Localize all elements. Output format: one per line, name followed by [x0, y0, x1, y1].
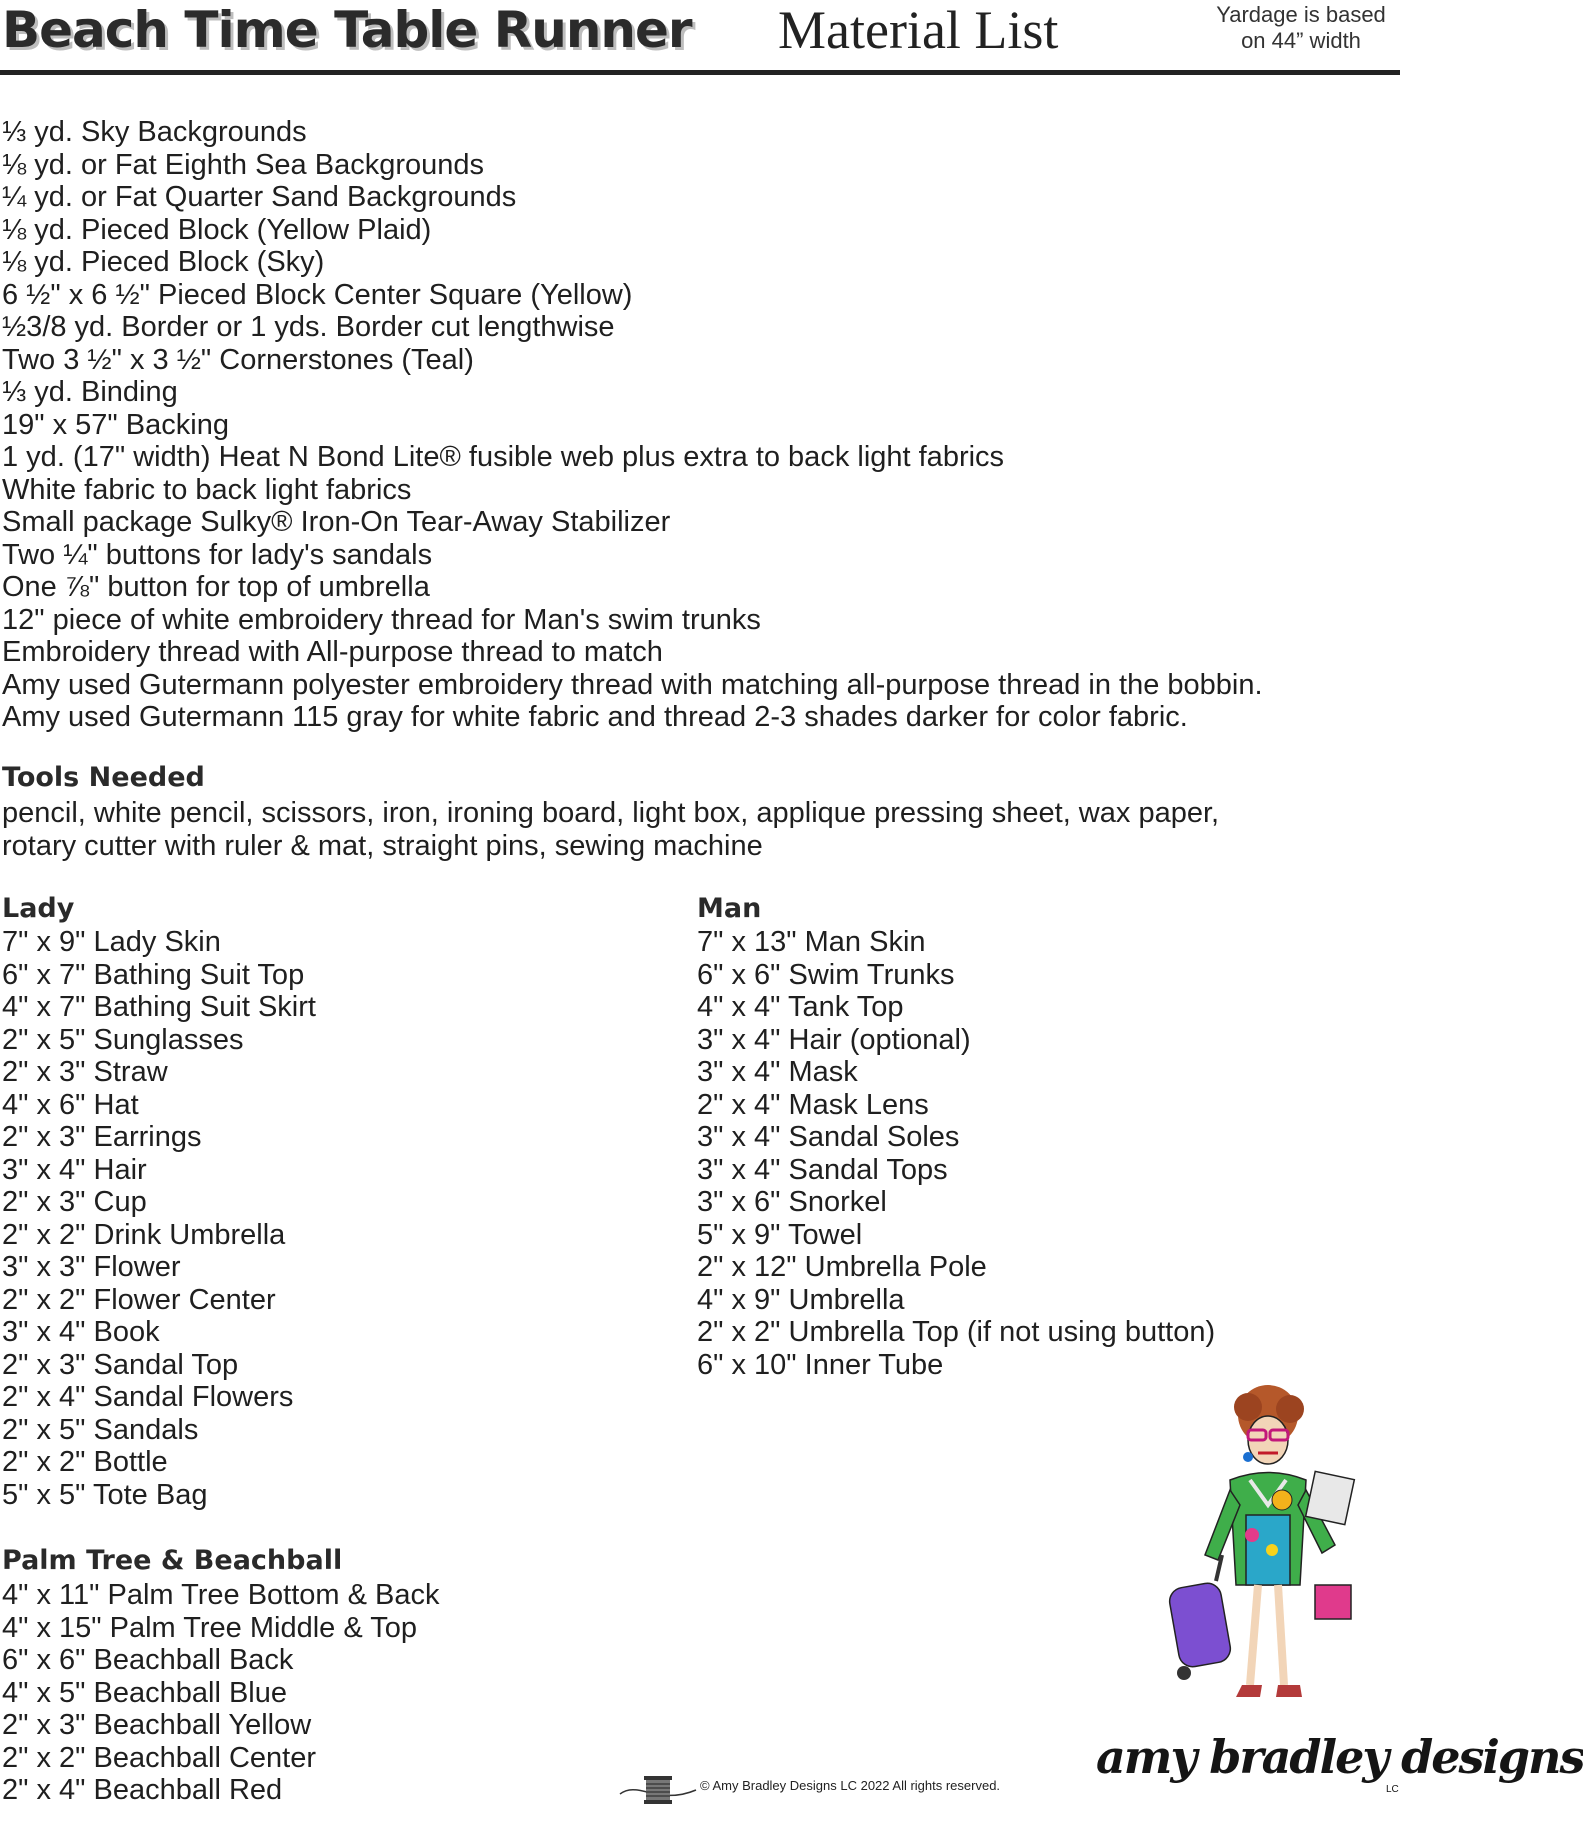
brand-logo — [1090, 1730, 1583, 1810]
man-heading: Man — [697, 893, 762, 924]
material-item: ¼ yd. or Fat Quarter Sand Backgrounds — [2, 181, 517, 213]
material-item: One ⅞" button for top of umbrella — [2, 571, 430, 603]
lady-item: 3" x 3" Flower — [2, 1251, 181, 1283]
material-item: ⅓ yd. Binding — [2, 376, 178, 408]
copyright-text: © Amy Bradley Designs LC 2022 All rights reserved. — [700, 1778, 1001, 1793]
palm-item: 2" x 2" Beachball Center — [2, 1741, 316, 1774]
palm-item: 2" x 4" Beachball Red — [2, 1774, 283, 1806]
lady-item: 2" x 3" Earrings — [2, 1121, 202, 1153]
material-item: ⅛ yd. Pieced Block (Sky) — [2, 246, 325, 278]
man-item: 4" x 9" Umbrella — [697, 1283, 905, 1316]
thread-spool-icon — [618, 1770, 698, 1810]
man-item: 6" x 10" Inner Tube — [697, 1348, 944, 1381]
lady-item: 5" x 5" Tote Bag — [2, 1478, 208, 1511]
man-item: 5" x 9" Towel — [697, 1218, 863, 1251]
man-item: 3" x 4" Sandal Soles — [697, 1121, 960, 1153]
palm-item: 4" x 11" Palm Tree Bottom & Back — [2, 1579, 440, 1611]
lady-item: 2" x 5" Sunglasses — [2, 1023, 244, 1056]
material-item: ⅛ yd. Pieced Block (Yellow Plaid) — [2, 213, 432, 246]
lady-item: 4" x 7" Bathing Suit Skirt — [2, 991, 316, 1023]
lady-item: 2" x 5" Sandals — [2, 1413, 199, 1446]
lady-item: 2" x 4" Sandal Flowers — [2, 1381, 294, 1413]
yardage-line-1: Yardage is based — [1216, 2, 1386, 27]
material-item: ⅛ yd. or Fat Eighth Sea Backgrounds — [2, 148, 484, 181]
lady-list — [2, 926, 316, 1511]
yardage-line-2: on 44” width — [1241, 28, 1361, 53]
material-item: 12" piece of white embroidery thread for Man's swim trunks — [2, 603, 761, 636]
material-item: 6 ½" x 6 ½" Pieced Block Center Square (Yellow) — [2, 278, 633, 311]
lady-heading: Lady — [2, 893, 75, 924]
tools-text — [2, 797, 1219, 862]
man-item: 7" x 13" Man Skin — [697, 926, 926, 958]
man-item: 3" x 6" Snorkel — [697, 1186, 887, 1218]
material-item: Two 3 ½" x 3 ½" Cornerstones (Teal) — [2, 343, 474, 376]
material-item: ⅓ yd. Sky Backgrounds — [2, 116, 307, 148]
lady-item: 2" x 2" Drink Umbrella — [2, 1218, 286, 1251]
logo-text: amy bradley designs — [1096, 1730, 1583, 1784]
lady-item: 2" x 2" Bottle — [2, 1446, 168, 1478]
lady-item: 2" x 2" Flower Center — [2, 1283, 276, 1316]
man-item: 3" x 4" Mask — [697, 1056, 858, 1088]
tools-line-2: rotary cutter with ruler & mat, straight pins, sewing machine — [2, 829, 763, 862]
header — [0, 0, 1400, 78]
lady-item: 2" x 3" Straw — [2, 1056, 168, 1088]
page-subtitle: Material List — [778, 0, 1059, 60]
material-item: 1 yd. (17" width) Heat N Bond Lite® fusible web plus extra to back light fabrics — [2, 441, 1005, 473]
tools-heading: Tools Needed — [2, 762, 205, 793]
logo-suffix: LC — [1386, 1784, 1399, 1795]
man-item: 2" x 12" Umbrella Pole — [697, 1251, 987, 1283]
lady-item: 6" x 7" Bathing Suit Top — [2, 958, 305, 991]
man-item: 3" x 4" Hair (optional) — [697, 1023, 971, 1056]
material-item: White fabric to back light fabrics — [2, 473, 412, 506]
material-item: ½3/8 yd. Border or 1 yds. Border cut lengthwise — [2, 311, 615, 343]
man-item: 4" x 4" Tank Top — [697, 991, 904, 1023]
lady-item: 2" x 3" Sandal Top — [2, 1348, 239, 1381]
palm-list — [2, 1579, 440, 1807]
palm-heading: Palm Tree & Beachball — [2, 1545, 343, 1576]
material-item: 19" x 57" Backing — [2, 408, 229, 441]
man-item: 2" x 2" Umbrella Top (if not using button) — [697, 1316, 1216, 1348]
palm-item: 4" x 15" Palm Tree Middle & Top — [2, 1611, 417, 1644]
material-item: Embroidery thread with All-purpose thread to match — [2, 636, 663, 668]
lady-item: 2" x 3" Cup — [2, 1186, 147, 1218]
man-item: 6" x 6" Swim Trunks — [697, 958, 955, 991]
palm-item: 4" x 5" Beachball Blue — [2, 1676, 287, 1709]
man-item: 2" x 4" Mask Lens — [697, 1088, 929, 1121]
man-list — [697, 926, 1215, 1381]
lady-item: 3" x 4" Book — [2, 1316, 160, 1348]
material-item: Amy used Gutermann polyester embroidery thread with matching all-purpose thread in the bobbin. — [2, 668, 1263, 701]
material-item: Amy used Gutermann 115 gray for white fabric and thread 2-3 shades darker for color fabric. — [2, 701, 1188, 733]
palm-item: 6" x 6" Beachball Back — [2, 1644, 294, 1676]
material-item: Two ¼" buttons for lady's sandals — [2, 538, 433, 571]
lady-item: 7" x 9" Lady Skin — [2, 926, 221, 958]
footer — [618, 1770, 1018, 1810]
material-item: Small package Sulky® Iron-On Tear-Away Stabilizer — [2, 506, 671, 538]
lady-item: 3" x 4" Hair — [2, 1153, 147, 1186]
man-item: 3" x 4" Sandal Tops — [697, 1153, 948, 1186]
designer-character-illustration — [1150, 1385, 1380, 1725]
palm-item: 2" x 3" Beachball Yellow — [2, 1709, 312, 1741]
materials-list — [2, 116, 1263, 734]
tools-line-1: pencil, white pencil, scissors, iron, ironing board, light box, applique pressing sheet, wax paper, — [2, 797, 1220, 829]
yardage-note — [1196, 2, 1406, 54]
page-title: Beach Time Table Runner — [2, 1, 692, 59]
lady-item: 4" x 6" Hat — [2, 1088, 139, 1121]
header-divider — [0, 70, 1400, 75]
